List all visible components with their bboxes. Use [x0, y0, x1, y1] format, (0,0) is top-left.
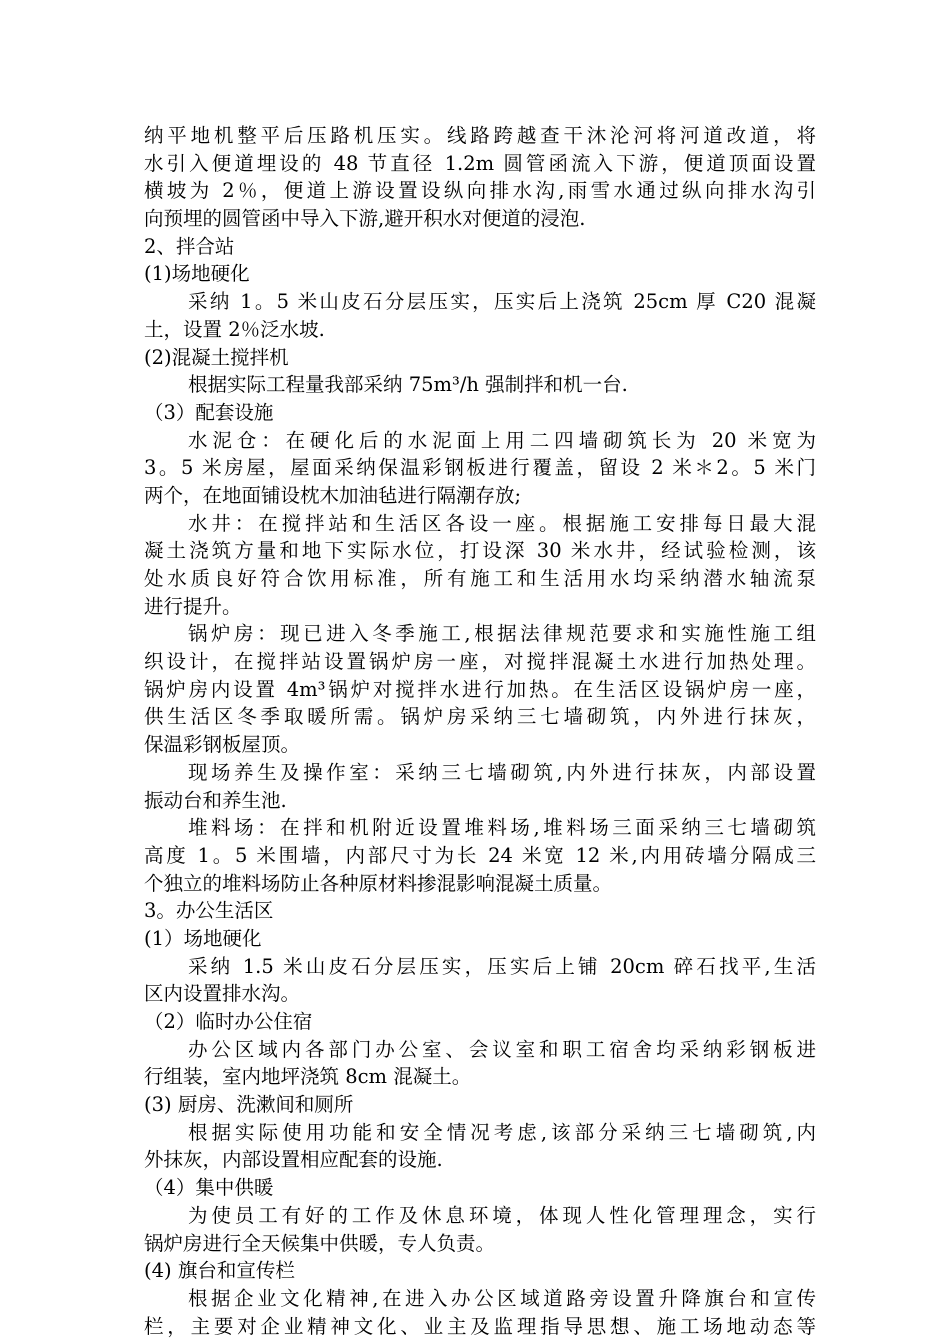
text-line: 根据实际使用功能和安全情况考虑,该部分采纳三七墙砌筑,内	[188, 1120, 816, 1144]
text-line: 锅炉房内设置 4m³锅炉对搅拌水进行加热。在生活区设锅炉房一座，	[144, 677, 816, 701]
text-line: (2)混凝土搅拌机	[144, 345, 289, 369]
text-line: 供生活区冬季取暖所需。锅炉房采纳三七墙砌筑，内外进行抹灰，	[144, 705, 816, 729]
text-line: 3。5 米房屋，屋面采纳保温彩钢板进行覆盖，留设 2 米＊2。5 米门	[144, 456, 816, 480]
text-line: (4) 旗台和宣传栏	[144, 1259, 295, 1283]
text-line: 水泥仓：在硬化后的水泥面上用二四墙砌筑长为 20 米宽为	[188, 428, 816, 452]
text-line: 水井：在搅拌站和生活区各设一座。根据施工安排每日最大混	[188, 511, 816, 535]
text-line: 织设计，在搅拌站设置锅炉房一座，对搅拌混凝土水进行加热处理。	[144, 650, 816, 674]
text-line: 办公区域内各部门办公室、会议室和职工宿舍均采纳彩钢板进	[188, 1037, 816, 1061]
text-line: 外抹灰，内部设置相应配套的设施.	[144, 1148, 443, 1172]
text-line: 现场养生及操作室：采纳三七墙砌筑,内外进行抹灰，内部设置	[188, 760, 816, 784]
text-line: 凝土浇筑方量和地下实际水位，打设深 30 米水井，经试验检测，该	[144, 539, 816, 563]
text-line: 区内设置排水沟。	[144, 982, 301, 1006]
text-line: 处水质良好符合饮用标准，所有施工和生活用水均采纳潜水轴流泵	[144, 567, 816, 590]
text-line: 进行提升。	[144, 594, 242, 618]
text-line: 锅炉房：现已进入冬季施工,根据法律规范要求和实施性施工组	[188, 622, 816, 646]
text-line: 两个，在地面铺设枕木加油毡进行隔潮存放;	[144, 483, 522, 507]
text-line: 个独立的堆料场防止各种原材料掺混影响混凝土质量。	[144, 871, 613, 895]
text-line: 根据企业文化精神,在进入办公区域道路旁设置升降旗台和宣传	[188, 1286, 816, 1310]
text-line: 采纳 1.5 米山皮石分层压实，压实后上铺 20cm 碎石找平,生活	[188, 954, 816, 978]
text-line: 向预埋的圆管函中导入下游,避开积水对便道的浸泡.	[144, 207, 586, 231]
document-body	[144, 122, 816, 1340]
text-line: 采纳 1。5 米山皮石分层压实，压实后上浇筑 25cm 厚 C20 混凝	[188, 290, 816, 314]
text-line: （2）临时办公住宿	[144, 1010, 313, 1033]
text-line: 振动台和养生池.	[144, 788, 287, 812]
text-line: 堆料场：在拌和机附近设置堆料场,堆料场三面采纳三七墙砌筑	[188, 816, 816, 840]
text-line: （4）集中供暖	[144, 1176, 274, 1200]
text-line: 行组装，室内地坪浇筑 8cm 混凝土。	[144, 1065, 472, 1089]
text-line: 土，设置 2％泛水坡.	[144, 317, 325, 341]
text-line: 为使员工有好的工作及休息环境，体现人性化管理理念，实行	[188, 1203, 816, 1227]
text-line: 高度 1。5 米围墙，内部尺寸为长 24 米宽 12 米,内用砖墙分隔成三	[144, 843, 816, 867]
text-line: 纳平地机整平后压路机压实。线路跨越查干沐沦河将河道改道，将	[144, 124, 816, 147]
text-line: 保温彩钢板屋顶。	[144, 733, 301, 757]
text-line: 锅炉房进行全天候集中供暖，专人负责。	[144, 1231, 496, 1255]
text-line: 横坡为 2％，便道上游设置设纵向排水沟,雨雪水通过纵向排水沟引	[144, 179, 816, 203]
text-line: (1)场地硬化	[144, 262, 250, 286]
text-line: (3) 厨房、洗漱间和厕所	[144, 1093, 354, 1117]
text-line: 根据实际工程量我部采纳 75m³/h 强制拌和机一台.	[188, 373, 628, 397]
text-line: (1）场地硬化	[144, 926, 262, 950]
text-line: 2、拌合站	[144, 234, 235, 258]
text-line: 水引入便道埋设的 48 节直径 1.2m 圆管函流入下游，便道顶面设置	[144, 151, 816, 175]
text-line: （3）配套设施	[144, 400, 274, 424]
text-line: 3。办公生活区	[144, 899, 274, 923]
text-line: 栏，主要对企业精神文化、业主及监理指导思想、施工场地动态等	[144, 1314, 816, 1338]
